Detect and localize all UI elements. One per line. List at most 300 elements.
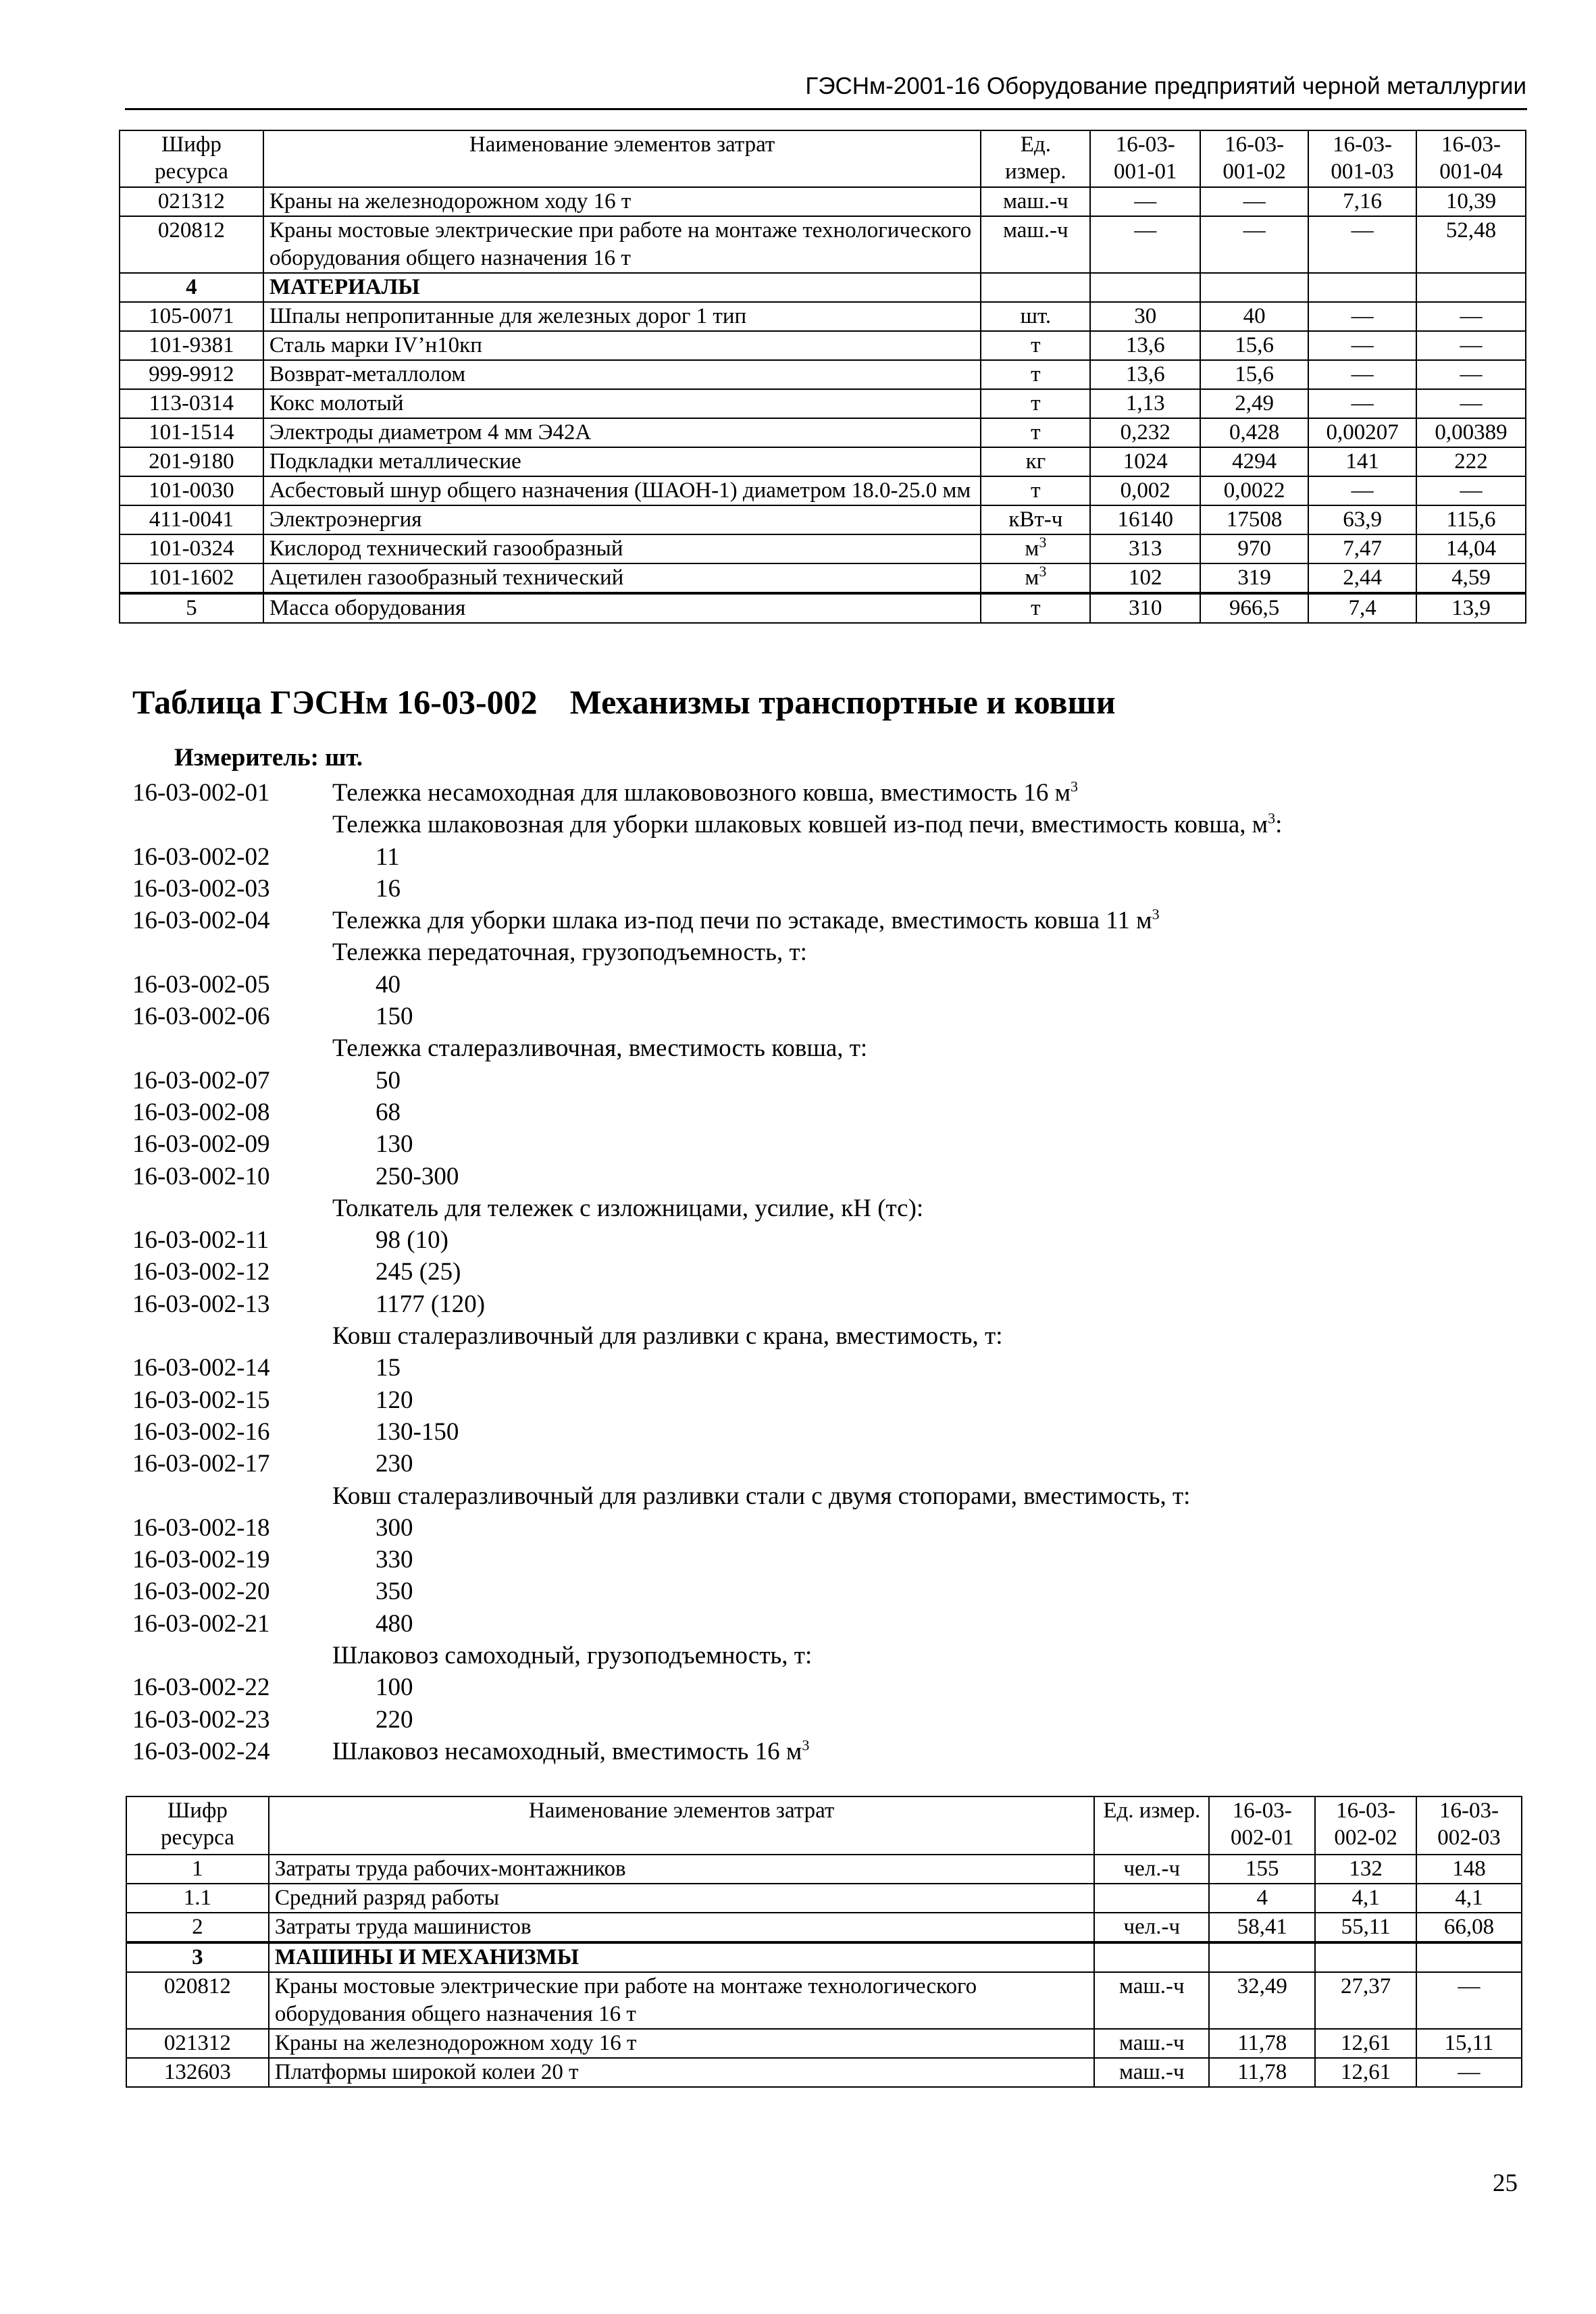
norm-text: Тележка сталеразливочная, вместимость ковша, т: — [332, 1034, 868, 1063]
table-name: Механизмы транспортные и ковши — [569, 683, 1116, 721]
measure-unit: Измеритель: шт. — [174, 744, 363, 772]
norm-description — [332, 1192, 923, 1224]
list-item — [132, 905, 1524, 936]
cell-c3: 7,4 — [1308, 593, 1416, 623]
list-item — [132, 1384, 1524, 1416]
norm-code: 16-03-002-14 — [132, 1354, 270, 1382]
list-item — [132, 1512, 1524, 1544]
table-row — [120, 476, 1526, 505]
col-name-header: Наименование элементов затрат — [269, 1796, 1095, 1855]
cell-name: Ацетилен газообразный технический — [263, 563, 981, 593]
norm-text: 98 (10) — [376, 1226, 448, 1255]
cell-c4: — — [1416, 389, 1526, 418]
cell-unit: т — [981, 331, 1090, 360]
norm-value — [376, 1128, 413, 1160]
norm-code: 16-03-002-01 — [132, 779, 270, 807]
list-item — [132, 1671, 1524, 1703]
resource-table-001 — [119, 130, 1526, 624]
cell-name: Шпалы непропитанные для железных дорог 1 тип — [263, 302, 981, 331]
col-001-03-header: 16-03- 001-03 — [1308, 130, 1416, 187]
list-item — [132, 969, 1524, 1001]
list-item — [132, 1640, 1524, 1671]
norm-value — [376, 1065, 401, 1097]
cell-unit: т — [981, 360, 1090, 389]
cell-code: 5 — [120, 593, 263, 623]
norm-text: Толкатель для тележек с изложницами, усилие, кН (тс): — [332, 1194, 924, 1222]
col-001-04-header: 16-03- 001-04 — [1416, 130, 1526, 187]
list-item — [132, 1224, 1524, 1256]
list-item — [132, 1161, 1524, 1192]
norm-code: 16-03-002-22 — [132, 1674, 270, 1702]
table-row — [120, 534, 1526, 563]
list-item — [132, 1288, 1524, 1320]
table2-body — [126, 1855, 1522, 2087]
cell-c1: 0,232 — [1090, 418, 1200, 447]
col-name-header: Наименование элементов затрат — [263, 130, 981, 187]
list-item — [132, 1001, 1524, 1032]
norm-code: 16-03-002-17 — [132, 1450, 270, 1478]
cell-c1: 11,78 — [1209, 2029, 1315, 2058]
norm-description — [332, 905, 1160, 936]
list-item — [132, 1352, 1524, 1384]
cell-code: 411-0041 — [120, 505, 263, 534]
table-row — [126, 2029, 1522, 2058]
norm-text: Шлаковоз несамоходный, вместимость 16 м — [332, 1737, 802, 1765]
cell-unit: маш.-ч — [1094, 2058, 1209, 2087]
norm-description — [332, 1320, 1003, 1352]
norm-description — [332, 1736, 809, 1767]
col-002-01-header: 16-03- 002-01 — [1209, 1796, 1315, 1855]
norm-text: 16 — [376, 874, 401, 903]
norm-code: 16-03-002-04 — [132, 907, 270, 935]
cell-name: Кокс молотый — [263, 389, 981, 418]
cell-name: Кислород технический газообразный — [263, 534, 981, 563]
col-code-header: Шифр ресурса — [120, 130, 263, 187]
cell-c4: 4,59 — [1416, 563, 1526, 593]
norm-text: 230 — [376, 1450, 413, 1478]
norm-text: 480 — [376, 1609, 413, 1638]
cell-code: 101-1602 — [120, 563, 263, 593]
table-row — [120, 563, 1526, 593]
norm-code: 16-03-002-16 — [132, 1417, 270, 1446]
list-item — [132, 1097, 1524, 1128]
cell-c3: 7,16 — [1308, 187, 1416, 216]
cell-unit: кг — [981, 447, 1090, 476]
cell-unit: $м^3$ — [981, 563, 1090, 593]
norm-value — [376, 1544, 413, 1576]
cell-c4: — — [1416, 360, 1526, 389]
norm-text: 1177 (120) — [376, 1290, 486, 1318]
table-row — [120, 389, 1526, 418]
cell-code: 020812 — [120, 216, 263, 273]
cell-c2: 55,11 — [1315, 1913, 1416, 1942]
cell-c1: 30 — [1090, 302, 1200, 331]
superscript: 3 — [802, 1736, 810, 1754]
norm-text: 15 — [376, 1354, 401, 1382]
cell-name: МАТЕРИАЛЫ — [263, 273, 981, 302]
header-rule — [125, 108, 1527, 110]
norm-code: 16-03-002-24 — [132, 1737, 270, 1765]
list-item — [132, 1576, 1524, 1607]
cell-unit: шт. — [981, 302, 1090, 331]
cell-c3: 148 — [1416, 1855, 1522, 1884]
cell-c2: 0,0022 — [1200, 476, 1308, 505]
cell-code: 2 — [126, 1913, 269, 1942]
table-row — [126, 1913, 1522, 1942]
cell-c1: 1,13 — [1090, 389, 1200, 418]
cell-c1: 11,78 — [1209, 2058, 1315, 2087]
cell-c2: 0,428 — [1200, 418, 1308, 447]
list-item — [132, 1256, 1524, 1288]
cell-c1: 102 — [1090, 563, 1200, 593]
norm-text: Тележка шлаковозная для уборки шлаковых ковшей из-под печи, вместимость ковша, м — [332, 811, 1268, 839]
cell-code: 101-1514 — [120, 418, 263, 447]
cell-code: 1 — [126, 1855, 269, 1884]
norm-text: 150 — [376, 1003, 413, 1031]
cell-c1: 32,49 — [1209, 1972, 1315, 2029]
col-002-03-header: 16-03- 002-03 — [1416, 1796, 1522, 1855]
norm-text: Шлаковоз самоходный, грузоподъемность, т: — [332, 1642, 813, 1670]
cell-c1: — — [1090, 187, 1200, 216]
cell-c4: 0,00389 — [1416, 418, 1526, 447]
cell-name: МАШИНЫ И МЕХАНИЗМЫ — [269, 1942, 1095, 1972]
norm-code: 16-03-002-08 — [132, 1098, 270, 1126]
cell-name: Платформы широкой колеи 20 т — [269, 2058, 1095, 2087]
cell-code: 101-0030 — [120, 476, 263, 505]
cell-c1: — — [1090, 216, 1200, 273]
norm-code: 16-03-002-19 — [132, 1546, 270, 1574]
norm-value — [376, 873, 401, 905]
list-item — [132, 1065, 1524, 1097]
cell-c3: — — [1308, 216, 1416, 273]
cell-code: 132603 — [126, 2058, 269, 2087]
cell-name: Сталь марки IV’н10кп — [263, 331, 981, 360]
cell-c1: 1024 — [1090, 447, 1200, 476]
cell-c2: 966,5 — [1200, 593, 1308, 623]
cell-c1: 13,6 — [1090, 331, 1200, 360]
cell-c4: 10,39 — [1416, 187, 1526, 216]
cell-c2: 15,6 — [1200, 331, 1308, 360]
norm-text: 220 — [376, 1705, 413, 1734]
cell-c4: 13,9 — [1416, 593, 1526, 623]
cell-c3: — — [1416, 1972, 1522, 2029]
norm-value — [376, 969, 401, 1001]
norm-description — [332, 936, 807, 968]
table-row — [126, 2058, 1522, 2087]
cell-unit — [1094, 1942, 1209, 1972]
norm-value — [376, 841, 400, 873]
cell-c4: 52,48 — [1416, 216, 1526, 273]
cell-c4: 14,04 — [1416, 534, 1526, 563]
cell-c3: 0,00207 — [1308, 418, 1416, 447]
cell-c4 — [1416, 273, 1526, 302]
cell-unit: т — [981, 593, 1090, 623]
cell-code: 201-9180 — [120, 447, 263, 476]
norm-list — [132, 777, 1524, 1767]
table-row — [120, 505, 1526, 534]
table-row — [120, 360, 1526, 389]
cell-c3 — [1308, 273, 1416, 302]
list-item — [132, 936, 1524, 968]
cell-name: Затраты труда машинистов — [269, 1913, 1095, 1942]
cell-code: 3 — [126, 1942, 269, 1972]
norm-text: 11 — [376, 842, 400, 871]
cell-name: Краны на железнодорожном ходу 16 т — [263, 187, 981, 216]
norm-code: 16-03-002-09 — [132, 1130, 270, 1159]
cell-code: 105-0071 — [120, 302, 263, 331]
cell-unit: т — [981, 418, 1090, 447]
cell-unit: т — [981, 476, 1090, 505]
cell-c3: 141 — [1308, 447, 1416, 476]
list-item — [132, 1416, 1524, 1448]
table-row — [120, 331, 1526, 360]
norm-text: 100 — [376, 1674, 413, 1702]
cell-c2: 17508 — [1200, 505, 1308, 534]
norm-value — [376, 1704, 413, 1736]
cell-c1: 310 — [1090, 593, 1200, 623]
cell-name: Краны мостовые электрические при работе на монтаже технологического оборудования общего назначения 16 т — [269, 1972, 1095, 2029]
norm-text: Тележка передаточная, грузоподъемность, т: — [332, 938, 807, 967]
norm-value — [376, 1512, 413, 1544]
cell-c2 — [1315, 1942, 1416, 1972]
cell-name: Краны на железнодорожном ходу 16 т — [269, 2029, 1095, 2058]
cell-name: Затраты труда рабочих-монтажников — [269, 1855, 1095, 1884]
cell-code: 101-9381 — [120, 331, 263, 360]
list-item — [132, 873, 1524, 905]
norm-value — [376, 1576, 413, 1607]
norm-code: 16-03-002-07 — [132, 1066, 270, 1095]
cell-c2: 2,49 — [1200, 389, 1308, 418]
cell-c3: 4,1 — [1416, 1884, 1522, 1913]
list-item — [132, 841, 1524, 873]
norm-code: 16-03-002-05 — [132, 970, 270, 999]
cell-code: 4 — [120, 273, 263, 302]
unit-superscript: 3 — [1039, 534, 1047, 551]
col-001-02-header: 16-03- 001-02 — [1200, 130, 1308, 187]
cell-c2: 319 — [1200, 563, 1308, 593]
norm-description — [332, 777, 1078, 809]
norm-code: 16-03-002-12 — [132, 1258, 270, 1286]
cell-c1: 58,41 — [1209, 1913, 1315, 1942]
cell-c2: 12,61 — [1315, 2029, 1416, 2058]
norm-code: 16-03-002-02 — [132, 842, 270, 871]
cell-c3: 15,11 — [1416, 2029, 1522, 2058]
table-row — [120, 593, 1526, 623]
cell-c3: — — [1416, 2058, 1522, 2087]
cell-unit: маш.-ч — [981, 187, 1090, 216]
col-002-02-header: 16-03- 002-02 — [1315, 1796, 1416, 1855]
cell-c1: 155 — [1209, 1855, 1315, 1884]
cell-name: Электроэнергия — [263, 505, 981, 534]
cell-name: Электроды диаметром 4 мм Э42А — [263, 418, 981, 447]
cell-c1 — [1209, 1942, 1315, 1972]
page-number: 25 — [1493, 2169, 1518, 2197]
list-item — [132, 1448, 1524, 1480]
cell-c3: — — [1308, 302, 1416, 331]
table-row — [126, 1855, 1522, 1884]
cell-name: Краны мостовые электрические при работе на монтаже технологического оборудования общего назначения 16 т — [263, 216, 981, 273]
cell-c2: 970 — [1200, 534, 1308, 563]
list-item — [132, 1544, 1524, 1576]
list-item — [132, 1608, 1524, 1640]
norm-text: 68 — [376, 1098, 401, 1126]
cell-c3: 66,08 — [1416, 1913, 1522, 1942]
cell-c1: 0,002 — [1090, 476, 1200, 505]
unit-superscript: 3 — [1039, 563, 1047, 580]
norm-value — [376, 1671, 413, 1703]
cell-code: 021312 — [120, 187, 263, 216]
cell-unit — [981, 273, 1090, 302]
cell-c3: 63,9 — [1308, 505, 1416, 534]
norm-value — [376, 1256, 461, 1288]
list-item — [132, 809, 1524, 840]
norm-code: 16-03-002-10 — [132, 1162, 270, 1190]
cell-code: 021312 — [126, 2029, 269, 2058]
col-code-header: Шифр ресурса — [126, 1796, 269, 1855]
cell-c2: — — [1200, 187, 1308, 216]
norm-text: 245 (25) — [376, 1258, 461, 1286]
norm-text: Ковш сталеразливочный для разливки с крана, вместимость, т: — [332, 1322, 1003, 1351]
cell-c2: 132 — [1315, 1855, 1416, 1884]
cell-c3: — — [1308, 360, 1416, 389]
list-item — [132, 1192, 1524, 1224]
cell-name: Средний разряд работы — [269, 1884, 1095, 1913]
norm-text: 350 — [376, 1578, 413, 1606]
norm-value — [376, 1288, 485, 1320]
norm-text: 330 — [376, 1546, 413, 1574]
cell-name: Подкладки металлические — [263, 447, 981, 476]
cell-code: 1.1 — [126, 1884, 269, 1913]
norm-code: 16-03-002-11 — [132, 1226, 269, 1255]
cell-unit: чел.-ч — [1094, 1913, 1209, 1942]
norm-text: 50 — [376, 1066, 401, 1095]
list-item — [132, 1704, 1524, 1736]
cell-c2: 27,37 — [1315, 1972, 1416, 2029]
superscript: 3 — [1152, 905, 1160, 923]
cell-c3: — — [1308, 476, 1416, 505]
list-item — [132, 1736, 1524, 1767]
norm-text-tail: : — [1275, 811, 1283, 839]
cell-c2: 4294 — [1200, 447, 1308, 476]
cell-c4: 222 — [1416, 447, 1526, 476]
cell-code: 999-9912 — [120, 360, 263, 389]
norm-value — [376, 1001, 413, 1032]
cell-c3 — [1416, 1942, 1522, 1972]
table-row — [120, 187, 1526, 216]
norm-code: 16-03-002-21 — [132, 1609, 270, 1638]
cell-c2: 40 — [1200, 302, 1308, 331]
cell-name: Масса оборудования — [263, 593, 981, 623]
list-item — [132, 1032, 1524, 1064]
cell-unit: маш.-ч — [1094, 2029, 1209, 2058]
cell-c2: 12,61 — [1315, 2058, 1416, 2087]
norm-value — [376, 1448, 413, 1480]
cell-code: 113-0314 — [120, 389, 263, 418]
norm-value — [376, 1384, 413, 1416]
norm-text: 120 — [376, 1386, 413, 1414]
norm-text: Ковш сталеразливочный для разливки стали с двумя стопорами, вместимость, т: — [332, 1482, 1191, 1510]
table-row — [120, 273, 1526, 302]
list-item — [132, 1320, 1524, 1352]
table-row — [120, 418, 1526, 447]
norm-code: 16-03-002-20 — [132, 1578, 270, 1606]
cell-c4: — — [1416, 476, 1526, 505]
table-code: Таблица ГЭСНм 16-03-002 — [132, 683, 538, 721]
norm-text: 40 — [376, 970, 401, 999]
cell-unit: $м^3$ — [981, 534, 1090, 563]
norm-code: 16-03-002-18 — [132, 1513, 270, 1542]
col-001-01-header: 16-03- 001-01 — [1090, 130, 1200, 187]
running-header: ГЭСНм-2001-16 Оборудование предприятий черной металлургии — [805, 73, 1526, 99]
cell-c1 — [1090, 273, 1200, 302]
cell-c2: — — [1200, 216, 1308, 273]
norm-text: 130-150 — [376, 1417, 459, 1446]
cell-c4: 115,6 — [1416, 505, 1526, 534]
cell-c2 — [1200, 273, 1308, 302]
norm-code: 16-03-002-13 — [132, 1290, 270, 1318]
superscript: 3 — [1071, 778, 1078, 795]
cell-c4: — — [1416, 302, 1526, 331]
list-item — [132, 777, 1524, 809]
table-row — [126, 1942, 1522, 1972]
cell-c2: 15,6 — [1200, 360, 1308, 389]
norm-text: 250-300 — [376, 1162, 459, 1190]
cell-unit: маш.-ч — [1094, 1972, 1209, 2029]
cell-c3: — — [1308, 331, 1416, 360]
norm-text: Тележка несамоходная для шлакововозного ковша, вместимость 16 м — [332, 779, 1071, 807]
norm-value — [376, 1161, 459, 1192]
cell-c3: 2,44 — [1308, 563, 1416, 593]
cell-c1: 4 — [1209, 1884, 1315, 1913]
cell-name: Возврат-металлолом — [263, 360, 981, 389]
table1-body — [120, 187, 1526, 623]
norm-code: 16-03-002-23 — [132, 1705, 270, 1734]
norm-value — [376, 1224, 448, 1256]
norm-code: 16-03-002-15 — [132, 1386, 270, 1414]
cell-c3: 7,47 — [1308, 534, 1416, 563]
norm-value — [376, 1608, 413, 1640]
list-item — [132, 1480, 1524, 1512]
norm-description — [332, 1640, 812, 1671]
cell-c2: 4,1 — [1315, 1884, 1416, 1913]
cell-c1: 13,6 — [1090, 360, 1200, 389]
col-unit-header: Ед. измер. — [1094, 1796, 1209, 1855]
cell-unit: маш.-ч — [981, 216, 1090, 273]
norm-description — [332, 1480, 1190, 1512]
norm-text: 300 — [376, 1513, 413, 1542]
table-row — [126, 1884, 1522, 1913]
norm-value — [376, 1097, 401, 1128]
table-row — [120, 216, 1526, 273]
superscript: 3 — [1268, 809, 1276, 827]
col-unit-header: Ед. измер. — [981, 130, 1090, 187]
norm-text: 130 — [376, 1130, 413, 1159]
cell-c1: 16140 — [1090, 505, 1200, 534]
cell-unit — [1094, 1884, 1209, 1913]
norm-description — [332, 1032, 867, 1064]
norm-text: Тележка для уборки шлака из-под печи по эстакаде, вместимость ковша 11 м — [332, 907, 1152, 935]
cell-code: 020812 — [126, 1972, 269, 2029]
cell-unit: т — [981, 389, 1090, 418]
norm-value — [376, 1352, 401, 1384]
table-row — [120, 302, 1526, 331]
cell-c4: — — [1416, 331, 1526, 360]
norm-code: 16-03-002-06 — [132, 1003, 270, 1031]
cell-name: Асбестовый шнур общего назначения (ШАОН-1) диаметром 18.0-25.0 мм — [263, 476, 981, 505]
resource-table-002 — [126, 1796, 1522, 2088]
norm-value — [376, 1416, 459, 1448]
list-item — [132, 1128, 1524, 1160]
